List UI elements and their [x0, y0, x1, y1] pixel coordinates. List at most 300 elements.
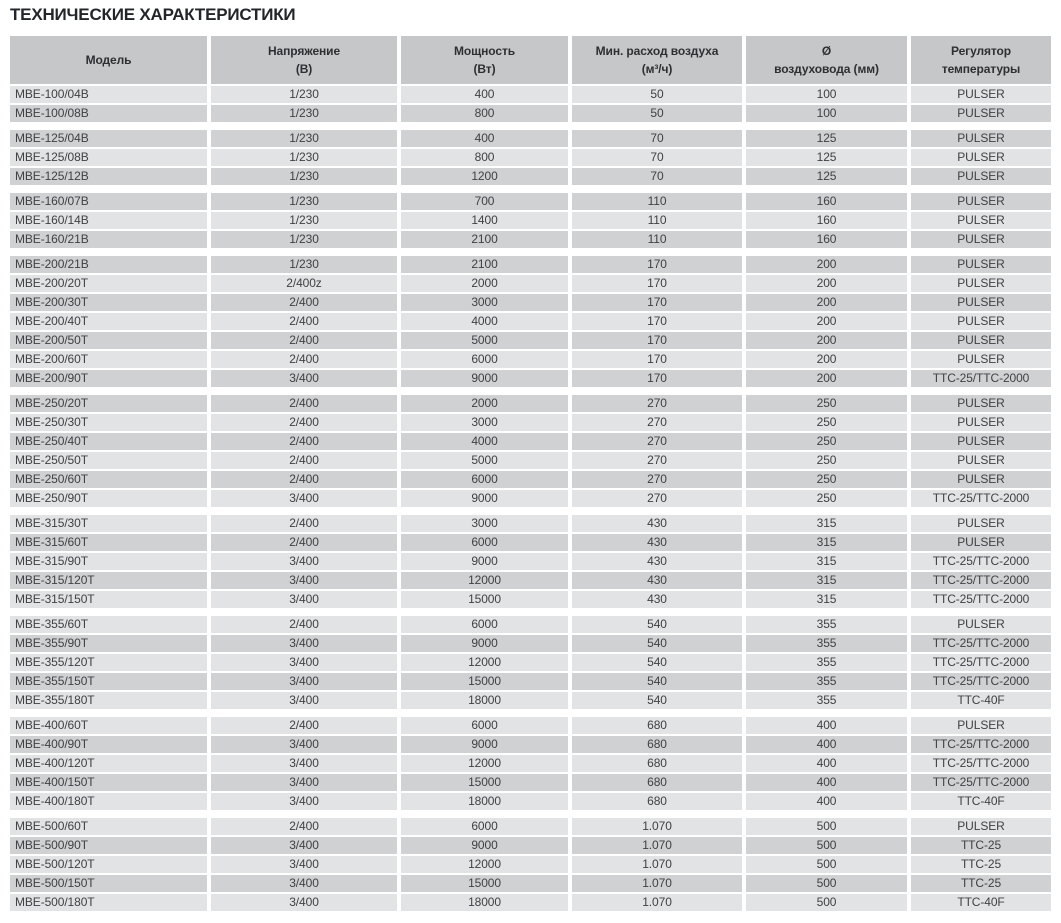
cell-voltage: 2/400 — [211, 471, 397, 488]
cell-airflow: 430 — [572, 553, 742, 570]
cell-diameter: 500 — [746, 856, 907, 873]
cell-power: 6000 — [401, 818, 568, 835]
cell-airflow: 680 — [572, 736, 742, 753]
cell-model: MBE-160/21B — [10, 231, 207, 248]
cell-model: MBE-250/30T — [10, 414, 207, 431]
cell-airflow: 270 — [572, 433, 742, 450]
cell-diameter: 200 — [746, 313, 907, 330]
cell-model: MBE-315/90T — [10, 553, 207, 570]
cell-airflow: 50 — [572, 105, 742, 122]
table-body — [10, 86, 1051, 911]
cell-power: 3000 — [401, 414, 568, 431]
cell-diameter: 200 — [746, 256, 907, 273]
cell-power: 1200 — [401, 168, 568, 185]
column-title: Мин. расход воздуха — [595, 44, 719, 58]
cell-airflow: 540 — [572, 654, 742, 671]
cell-power: 2000 — [401, 275, 568, 292]
cell-airflow: 170 — [572, 294, 742, 311]
cell-voltage: 3/400 — [211, 591, 397, 608]
cell-airflow: 1.070 — [572, 894, 742, 911]
cell-airflow: 540 — [572, 616, 742, 633]
cell-power: 2100 — [401, 256, 568, 273]
column-subtitle: (м³/ч) — [641, 62, 673, 76]
cell-power: 4000 — [401, 313, 568, 330]
cell-voltage: 1/230 — [211, 193, 397, 210]
cell-model: MBE-250/50T — [10, 452, 207, 469]
cell-diameter: 160 — [746, 212, 907, 229]
cell-model: MBE-200/40T — [10, 313, 207, 330]
cell-regulator: TTC-25/TTC-2000 — [911, 755, 1051, 772]
cell-voltage: 2/400 — [211, 818, 397, 835]
spec-table — [10, 36, 1051, 911]
cell-diameter: 200 — [746, 351, 907, 368]
cell-regulator: TTC-40F — [911, 793, 1051, 810]
cell-power: 800 — [401, 149, 568, 166]
cell-power: 2100 — [401, 231, 568, 248]
cell-model: MBE-160/14B — [10, 212, 207, 229]
cell-model: MBE-315/30T — [10, 515, 207, 532]
table-row — [10, 774, 1051, 791]
cell-power: 700 — [401, 193, 568, 210]
cell-regulator: PULSER — [911, 256, 1051, 273]
table-row — [10, 572, 1051, 589]
table-row — [10, 692, 1051, 709]
table-row — [10, 130, 1051, 147]
cell-regulator: PULSER — [911, 534, 1051, 551]
cell-model: MBE-500/60T — [10, 818, 207, 835]
cell-regulator: TTC-25/TTC-2000 — [911, 370, 1051, 387]
cell-voltage: 3/400 — [211, 553, 397, 570]
cell-voltage: 3/400 — [211, 875, 397, 892]
cell-model: MBE-315/120T — [10, 572, 207, 589]
cell-diameter: 355 — [746, 616, 907, 633]
cell-voltage: 3/400 — [211, 755, 397, 772]
table-row — [10, 553, 1051, 570]
table-row — [10, 736, 1051, 753]
cell-voltage: 1/230 — [211, 105, 397, 122]
cell-voltage: 3/400 — [211, 654, 397, 671]
cell-voltage: 3/400 — [211, 692, 397, 709]
cell-airflow: 430 — [572, 515, 742, 532]
cell-regulator: PULSER — [911, 130, 1051, 147]
cell-model: MBE-315/60T — [10, 534, 207, 551]
cell-regulator: TTC-25/TTC-2000 — [911, 736, 1051, 753]
cell-model: MBE-200/30T — [10, 294, 207, 311]
cell-diameter: 400 — [746, 774, 907, 791]
cell-regulator: PULSER — [911, 471, 1051, 488]
cell-regulator: PULSER — [911, 395, 1051, 412]
column-title: Ø — [821, 44, 832, 58]
cell-voltage: 2/400 — [211, 395, 397, 412]
table-row — [10, 351, 1051, 368]
cell-diameter: 200 — [746, 294, 907, 311]
cell-model: MBE-355/120T — [10, 654, 207, 671]
cell-model: MBE-200/90T — [10, 370, 207, 387]
cell-diameter: 250 — [746, 490, 907, 507]
cell-diameter: 250 — [746, 433, 907, 450]
cell-voltage: 2/400 — [211, 414, 397, 431]
cell-voltage: 1/230 — [211, 231, 397, 248]
cell-model: MBE-125/08B — [10, 149, 207, 166]
cell-power: 9000 — [401, 635, 568, 652]
cell-voltage: 1/230 — [211, 256, 397, 273]
cell-power: 9000 — [401, 736, 568, 753]
cell-power: 9000 — [401, 490, 568, 507]
cell-diameter: 250 — [746, 471, 907, 488]
column-subtitle: температуры — [941, 62, 1021, 76]
cell-airflow: 1.070 — [572, 856, 742, 873]
cell-diameter: 400 — [746, 717, 907, 734]
cell-voltage: 2/400 — [211, 616, 397, 633]
cell-power: 6000 — [401, 616, 568, 633]
cell-voltage: 2/400 — [211, 313, 397, 330]
cell-model: MBE-500/150T — [10, 875, 207, 892]
cell-regulator: PULSER — [911, 433, 1051, 450]
cell-model: MBE-250/60T — [10, 471, 207, 488]
cell-regulator: TTC-25/TTC-2000 — [911, 774, 1051, 791]
cell-voltage: 2/400 — [211, 717, 397, 734]
cell-regulator: PULSER — [911, 149, 1051, 166]
table-row — [10, 673, 1051, 690]
cell-airflow: 170 — [572, 351, 742, 368]
cell-power: 12000 — [401, 755, 568, 772]
table-row — [10, 414, 1051, 431]
cell-diameter: 100 — [746, 105, 907, 122]
cell-diameter: 500 — [746, 894, 907, 911]
cell-diameter: 315 — [746, 534, 907, 551]
cell-diameter: 125 — [746, 149, 907, 166]
cell-diameter: 315 — [746, 553, 907, 570]
cell-regulator: PULSER — [911, 818, 1051, 835]
column-header-airflow — [572, 36, 742, 84]
cell-model: MBE-200/60T — [10, 351, 207, 368]
cell-model: MBE-125/04B — [10, 130, 207, 147]
cell-regulator: TTC-25/TTC-2000 — [911, 635, 1051, 652]
cell-regulator: TTC-25 — [911, 875, 1051, 892]
cell-airflow: 680 — [572, 793, 742, 810]
cell-voltage: 2/400 — [211, 294, 397, 311]
table-row — [10, 395, 1051, 412]
table-row — [10, 370, 1051, 387]
cell-diameter: 125 — [746, 168, 907, 185]
cell-airflow: 680 — [572, 774, 742, 791]
cell-model: MBE-355/150T — [10, 673, 207, 690]
cell-regulator: TTC-40F — [911, 692, 1051, 709]
cell-airflow: 110 — [572, 212, 742, 229]
cell-model: MBE-200/20T — [10, 275, 207, 292]
cell-model: MBE-500/180T — [10, 894, 207, 911]
cell-voltage: 3/400 — [211, 793, 397, 810]
cell-regulator: TTC-25/TTC-2000 — [911, 654, 1051, 671]
cell-airflow: 50 — [572, 86, 742, 103]
cell-diameter: 400 — [746, 736, 907, 753]
table-row — [10, 515, 1051, 532]
table-row — [10, 332, 1051, 349]
cell-diameter: 250 — [746, 414, 907, 431]
cell-regulator: TTC-25/TTC-2000 — [911, 591, 1051, 608]
cell-power: 9000 — [401, 370, 568, 387]
cell-diameter: 250 — [746, 452, 907, 469]
cell-diameter: 160 — [746, 231, 907, 248]
cell-model: MBE-500/90T — [10, 837, 207, 854]
cell-power: 6000 — [401, 351, 568, 368]
cell-airflow: 270 — [572, 490, 742, 507]
column-header-regulator — [911, 36, 1051, 84]
cell-diameter: 100 — [746, 86, 907, 103]
cell-model: MBE-125/12B — [10, 168, 207, 185]
cell-airflow: 1.070 — [572, 875, 742, 892]
table-row — [10, 149, 1051, 166]
cell-airflow: 70 — [572, 149, 742, 166]
cell-voltage: 2/400 — [211, 332, 397, 349]
cell-voltage: 3/400 — [211, 894, 397, 911]
table-row — [10, 313, 1051, 330]
cell-airflow: 70 — [572, 168, 742, 185]
table-row — [10, 616, 1051, 633]
cell-voltage: 3/400 — [211, 635, 397, 652]
cell-power: 18000 — [401, 692, 568, 709]
cell-power: 15000 — [401, 591, 568, 608]
cell-regulator: PULSER — [911, 332, 1051, 349]
cell-regulator: TTC-25/TTC-2000 — [911, 572, 1051, 589]
cell-regulator: PULSER — [911, 105, 1051, 122]
cell-voltage: 2/400 — [211, 351, 397, 368]
cell-power: 18000 — [401, 894, 568, 911]
cell-airflow: 540 — [572, 635, 742, 652]
cell-airflow: 430 — [572, 534, 742, 551]
table-row — [10, 86, 1051, 103]
cell-diameter: 200 — [746, 275, 907, 292]
page-title: ТЕХНИЧЕСКИЕ ХАРАКТЕРИСТИКИ — [10, 5, 296, 24]
cell-power: 4000 — [401, 433, 568, 450]
cell-model: MBE-160/07B — [10, 193, 207, 210]
cell-regulator: TTC-25 — [911, 837, 1051, 854]
cell-regulator: PULSER — [911, 414, 1051, 431]
cell-model: MBE-400/120T — [10, 755, 207, 772]
column-title: Напряжение — [267, 44, 341, 58]
cell-airflow: 170 — [572, 332, 742, 349]
cell-power: 12000 — [401, 856, 568, 873]
cell-diameter: 500 — [746, 875, 907, 892]
cell-model: MBE-100/04B — [10, 86, 207, 103]
cell-model: MBE-200/50T — [10, 332, 207, 349]
cell-power: 3000 — [401, 515, 568, 532]
cell-model: MBE-250/40T — [10, 433, 207, 450]
table-row — [10, 105, 1051, 122]
cell-diameter: 355 — [746, 635, 907, 652]
cell-power: 3000 — [401, 294, 568, 311]
table-row — [10, 294, 1051, 311]
cell-voltage: 2/400 — [211, 452, 397, 469]
cell-diameter: 315 — [746, 572, 907, 589]
cell-regulator: TTC-25/TTC-2000 — [911, 553, 1051, 570]
cell-airflow: 270 — [572, 414, 742, 431]
cell-regulator: PULSER — [911, 168, 1051, 185]
cell-diameter: 500 — [746, 818, 907, 835]
cell-airflow: 270 — [572, 395, 742, 412]
table-row — [10, 433, 1051, 450]
cell-power: 18000 — [401, 793, 568, 810]
cell-model: MBE-400/180T — [10, 793, 207, 810]
cell-airflow: 170 — [572, 275, 742, 292]
cell-model: MBE-355/180T — [10, 692, 207, 709]
table-header-row — [10, 36, 1051, 84]
table-row — [10, 168, 1051, 185]
cell-model: MBE-500/120T — [10, 856, 207, 873]
cell-regulator: PULSER — [911, 313, 1051, 330]
cell-model: MBE-250/90T — [10, 490, 207, 507]
column-subtitle: (В) — [295, 62, 313, 76]
cell-power: 9000 — [401, 553, 568, 570]
cell-voltage: 2/400 — [211, 515, 397, 532]
cell-voltage: 3/400 — [211, 673, 397, 690]
cell-power: 6000 — [401, 534, 568, 551]
cell-airflow: 680 — [572, 717, 742, 734]
cell-voltage: 2/400 — [211, 534, 397, 551]
cell-regulator: PULSER — [911, 231, 1051, 248]
cell-airflow: 170 — [572, 256, 742, 273]
cell-model: MBE-200/21B — [10, 256, 207, 273]
cell-regulator: PULSER — [911, 515, 1051, 532]
cell-diameter: 200 — [746, 332, 907, 349]
cell-airflow: 430 — [572, 591, 742, 608]
cell-regulator: PULSER — [911, 86, 1051, 103]
cell-power: 9000 — [401, 837, 568, 854]
column-subtitle: (Вт) — [473, 62, 496, 76]
cell-voltage: 1/230 — [211, 212, 397, 229]
cell-regulator: TTC-25/TTC-2000 — [911, 673, 1051, 690]
cell-power: 800 — [401, 105, 568, 122]
cell-voltage: 3/400 — [211, 774, 397, 791]
cell-model: MBE-100/08B — [10, 105, 207, 122]
cell-airflow: 110 — [572, 231, 742, 248]
cell-diameter: 400 — [746, 793, 907, 810]
cell-power: 12000 — [401, 572, 568, 589]
cell-voltage: 1/230 — [211, 130, 397, 147]
cell-voltage: 1/230 — [211, 149, 397, 166]
table-row — [10, 212, 1051, 229]
cell-model: MBE-400/150T — [10, 774, 207, 791]
cell-voltage: 3/400 — [211, 490, 397, 507]
cell-airflow: 1.070 — [572, 837, 742, 854]
column-header-model — [10, 36, 207, 84]
cell-voltage: 2/400z — [211, 275, 397, 292]
cell-diameter: 315 — [746, 591, 907, 608]
cell-voltage: 2/400 — [211, 433, 397, 450]
cell-power: 2000 — [401, 395, 568, 412]
table-row — [10, 534, 1051, 551]
cell-diameter: 250 — [746, 395, 907, 412]
cell-airflow: 170 — [572, 313, 742, 330]
cell-voltage: 3/400 — [211, 856, 397, 873]
table-row — [10, 755, 1051, 772]
table-row — [10, 875, 1051, 892]
column-header-power — [401, 36, 568, 84]
cell-power: 15000 — [401, 875, 568, 892]
cell-voltage: 3/400 — [211, 837, 397, 854]
cell-model: MBE-315/150T — [10, 591, 207, 608]
cell-diameter: 355 — [746, 673, 907, 690]
cell-airflow: 540 — [572, 673, 742, 690]
cell-power: 5000 — [401, 452, 568, 469]
cell-regulator: PULSER — [911, 294, 1051, 311]
cell-diameter: 200 — [746, 370, 907, 387]
cell-power: 400 — [401, 130, 568, 147]
cell-regulator: PULSER — [911, 193, 1051, 210]
cell-airflow: 540 — [572, 692, 742, 709]
column-title: Мощность — [454, 44, 515, 58]
cell-model: MBE-355/90T — [10, 635, 207, 652]
cell-diameter: 355 — [746, 654, 907, 671]
column-header-diameter — [746, 36, 907, 84]
cell-voltage: 1/230 — [211, 86, 397, 103]
cell-airflow: 170 — [572, 370, 742, 387]
cell-model: MBE-250/20T — [10, 395, 207, 412]
table-row — [10, 793, 1051, 810]
cell-power: 6000 — [401, 717, 568, 734]
cell-voltage: 1/230 — [211, 168, 397, 185]
table-row — [10, 275, 1051, 292]
cell-diameter: 500 — [746, 837, 907, 854]
cell-airflow: 70 — [572, 130, 742, 147]
column-title: Регулятор — [951, 44, 1011, 58]
cell-voltage: 3/400 — [211, 736, 397, 753]
cell-regulator: PULSER — [911, 212, 1051, 229]
column-title: Модель — [85, 53, 132, 67]
cell-model: MBE-355/60T — [10, 616, 207, 633]
cell-power: 15000 — [401, 673, 568, 690]
table-row — [10, 894, 1051, 911]
cell-airflow: 680 — [572, 755, 742, 772]
cell-power: 400 — [401, 86, 568, 103]
cell-regulator: PULSER — [911, 275, 1051, 292]
table-row — [10, 490, 1051, 507]
cell-diameter: 315 — [746, 515, 907, 532]
table-row — [10, 818, 1051, 835]
cell-regulator: PULSER — [911, 452, 1051, 469]
cell-airflow: 1.070 — [572, 818, 742, 835]
table-row — [10, 452, 1051, 469]
table-row — [10, 231, 1051, 248]
cell-regulator: PULSER — [911, 717, 1051, 734]
cell-diameter: 355 — [746, 692, 907, 709]
cell-regulator: PULSER — [911, 616, 1051, 633]
cell-voltage: 3/400 — [211, 572, 397, 589]
table-row — [10, 471, 1051, 488]
table-row — [10, 635, 1051, 652]
table-row — [10, 717, 1051, 734]
table-row — [10, 193, 1051, 210]
column-subtitle: воздуховода (мм) — [774, 62, 879, 76]
cell-diameter: 400 — [746, 755, 907, 772]
cell-airflow: 270 — [572, 471, 742, 488]
cell-model: MBE-400/60T — [10, 717, 207, 734]
cell-power: 6000 — [401, 471, 568, 488]
cell-airflow: 430 — [572, 572, 742, 589]
cell-voltage: 3/400 — [211, 370, 397, 387]
table-row — [10, 256, 1051, 273]
table-row — [10, 654, 1051, 671]
cell-regulator: PULSER — [911, 351, 1051, 368]
column-header-voltage — [211, 36, 397, 84]
cell-regulator: TTC-25 — [911, 856, 1051, 873]
cell-regulator: TTC-40F — [911, 894, 1051, 911]
table-row — [10, 591, 1051, 608]
cell-diameter: 125 — [746, 130, 907, 147]
table-row — [10, 856, 1051, 873]
cell-airflow: 270 — [572, 452, 742, 469]
cell-model: MBE-400/90T — [10, 736, 207, 753]
